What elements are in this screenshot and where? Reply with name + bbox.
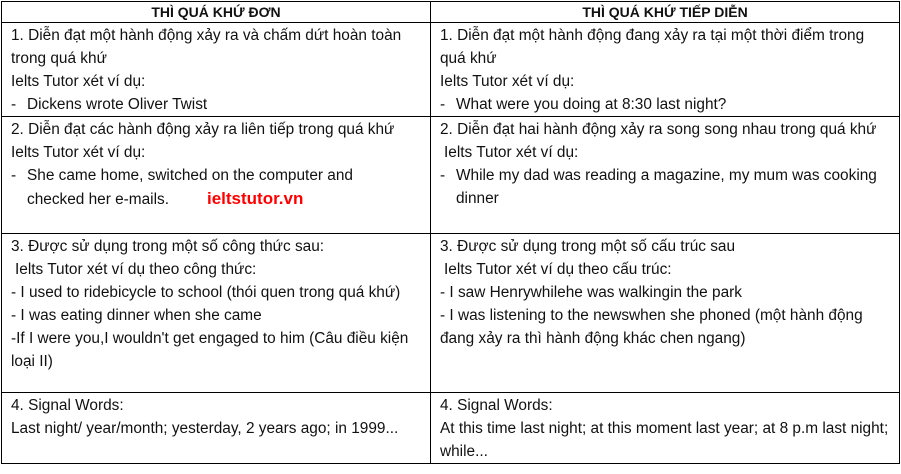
signal-words-title: 4. Signal Words:	[11, 397, 124, 414]
cell-past-simple-signal-words	[2, 393, 431, 464]
example-item: - I was eating dinner when she came	[11, 307, 262, 324]
table-row	[2, 234, 900, 393]
header-row	[2, 2, 900, 23]
signal-words-text: At this time last night; at this moment last year; at 8 p.m last night; while...	[440, 420, 889, 460]
header-past-continuous: THÌ QUÁ KHỨ TIẾP DIỄN	[431, 2, 900, 23]
example-label: Ielts Tutor xét ví dụ:	[11, 144, 146, 161]
table-row	[2, 23, 900, 117]
example-item: - I used to ridebicycle to school (thói quen trong quá khứ)	[11, 284, 401, 301]
usage-title: 2. Diễn đạt các hành động xảy ra liên tiếp trong quá khứ	[11, 121, 395, 138]
usage-title: 1. Diễn đạt một hành động xảy ra và chấm dứt hoàn toàn trong quá khứ	[11, 27, 402, 67]
example-label: Ielts Tutor xét ví dụ theo công thức:	[15, 261, 257, 278]
example-item: -If I were you,I wouldn't get engaged to him (Câu điều kiện loại II)	[11, 330, 409, 370]
example-item: - Dickens wrote Oliver Twist	[11, 96, 208, 113]
cell-past-continuous-usage-3	[431, 234, 900, 393]
cell-past-simple-usage-1	[2, 23, 431, 117]
example-label: Ielts Tutor xét ví dụ:	[440, 73, 575, 90]
watermark-logo: ieltstutor.vn	[207, 189, 304, 208]
tense-comparison-table	[1, 1, 900, 464]
usage-title: 3. Được sử dụng trong một số cấu trúc sau	[440, 238, 736, 255]
example-item: - What were you doing at 8:30 last night?	[440, 96, 727, 113]
cell-past-continuous-signal-words	[431, 393, 900, 464]
header-past-simple: THÌ QUÁ KHỨ ĐƠN	[2, 2, 431, 23]
cell-past-continuous-usage-2	[431, 117, 900, 234]
cell-past-simple-usage-2	[2, 117, 431, 234]
example-item: - I saw Henrywhilehe was walkingin the park	[440, 284, 742, 301]
usage-title: 1. Diễn đạt một hành động đang xảy ra tại một thời điểm trong quá khứ	[440, 27, 865, 67]
usage-title: 3. Được sử dụng trong một số công thức sau:	[11, 238, 325, 255]
table-row	[2, 393, 900, 464]
example-item: - I was listening to the newswhen she phoned (một hành động đang xảy ra thì hành động khác chen ngang)	[440, 307, 863, 347]
cell-past-continuous-usage-1	[431, 23, 900, 117]
example-label: Ielts Tutor xét ví dụ:	[11, 73, 146, 90]
example-item: - While my dad was reading a magazine, my mum was cooking dinner	[440, 167, 877, 207]
cell-past-simple-usage-3	[2, 234, 431, 393]
signal-words-title: 4. Signal Words:	[440, 397, 553, 414]
table-row	[2, 117, 900, 234]
usage-title: 2. Diễn đạt hai hành động xảy ra song song nhau trong quá khứ	[440, 121, 877, 138]
example-label: Ielts Tutor xét ví dụ:	[444, 144, 579, 161]
example-label: Ielts Tutor xét ví dụ theo cấu trúc:	[444, 261, 672, 278]
example-item: - She came home, switched on the computer and checked her e-mails. ieltstutor.vn	[11, 167, 353, 208]
signal-words-text: Last night/ year/month; yesterday, 2 years ago; in 1999...	[11, 420, 399, 437]
